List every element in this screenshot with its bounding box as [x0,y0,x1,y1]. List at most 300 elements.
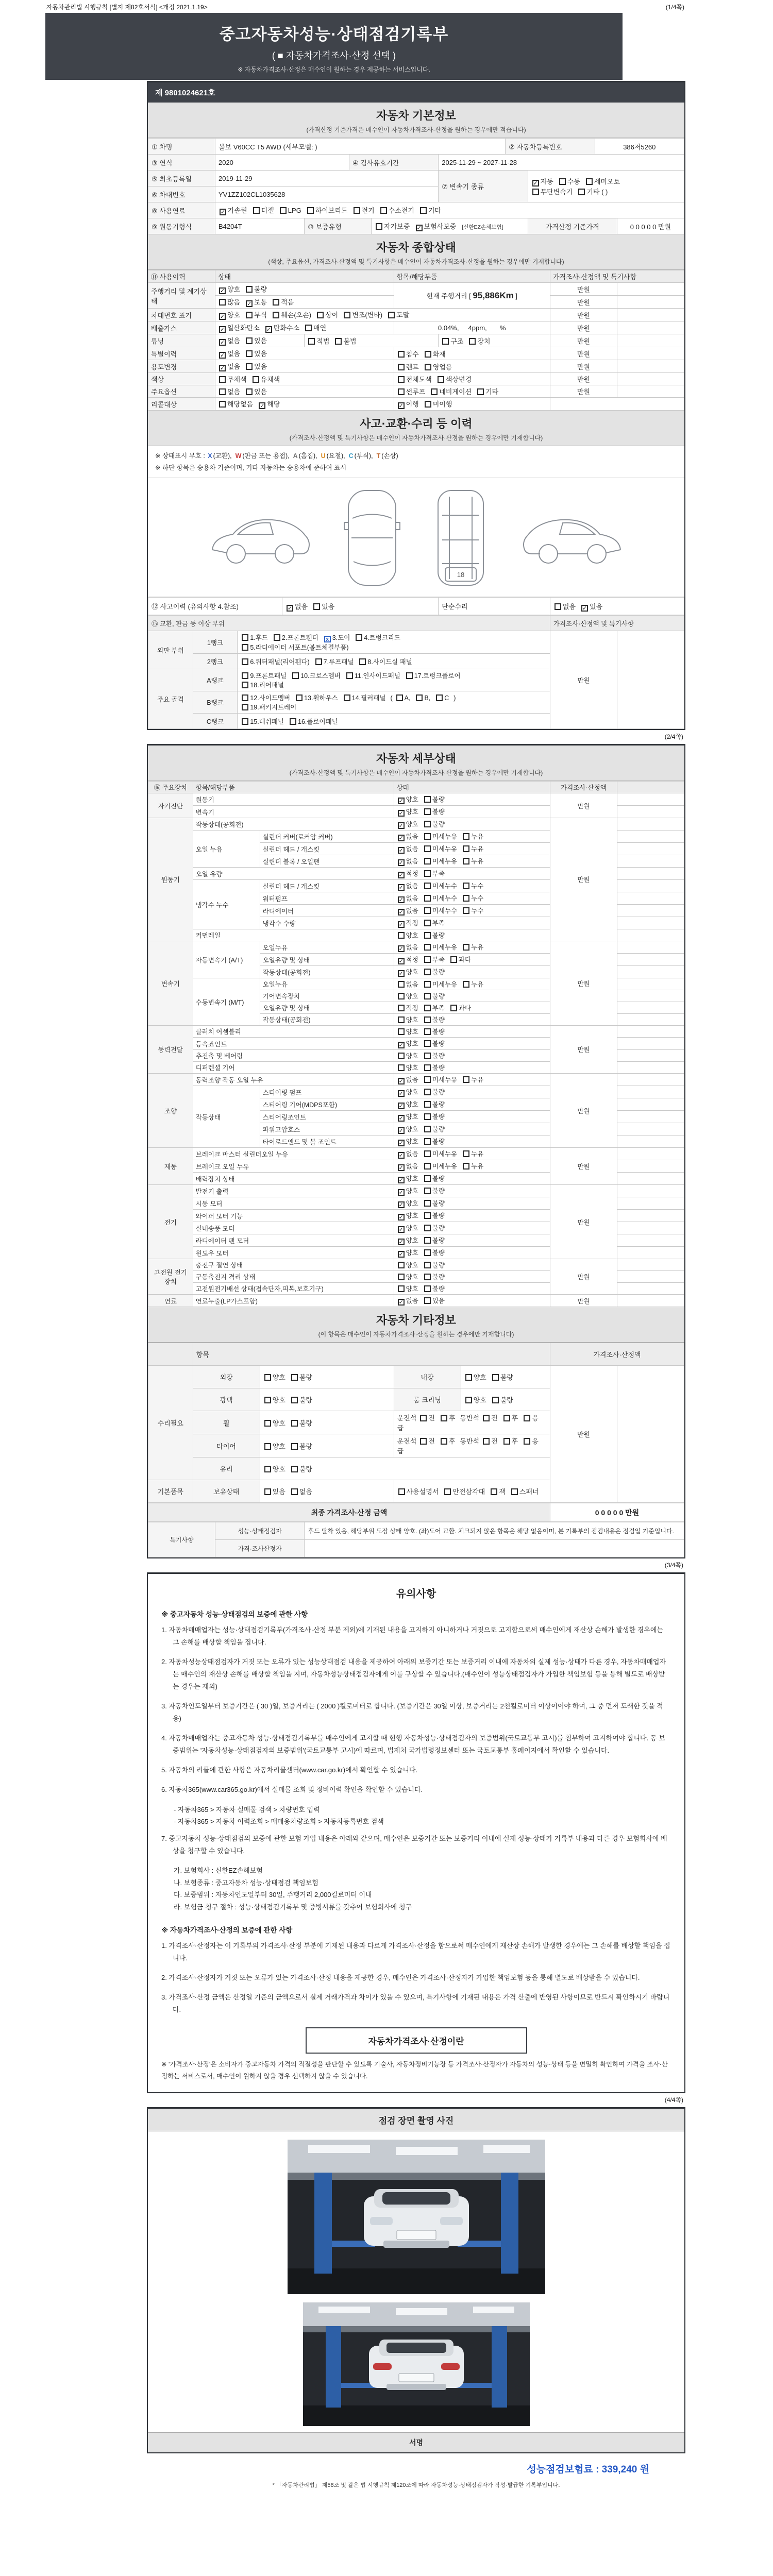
field-value [617,334,684,347]
checkbox [308,338,315,345]
checkbox [424,883,431,889]
checkbox: ✓ [266,327,271,333]
checkbox [398,981,405,988]
price-appraisal-definition-title: 자동차가격조사·산정이란 [306,2027,527,2054]
field-value: 기어변속장치 [260,990,394,1002]
vin-value: YV1ZZ102CL1035628 [215,187,438,202]
notice-item: 1. 자동차매매업자는 성능·상태점검기록부(가격조사·산정 부분 제외)에 기재된 내용을 고지하지 아니하거나 거짓으로 고지함으로써 매수인에게 재산상 손해가 발생한 경우에는 그 손해를 배상할 책임을 집니다. [161,1626,663,1647]
checkbox [424,1225,431,1231]
checkbox-group: ✓ 적정 부족 과다 [394,954,550,966]
field-value [617,1026,684,1038]
checkbox [441,1438,447,1445]
detail-state-table [148,781,684,1307]
price-cell: 만원 [550,334,617,347]
checkbox [424,808,431,815]
state-code-legend: ※ 상태표시 부호 : X (교환), W (판금 또는 용접), A (흠집), U (요철), C (부식), T (손상) [155,452,398,460]
checkbox [425,364,431,370]
section-overall-header [148,234,684,270]
checkbox [425,401,431,408]
field-value [617,954,684,966]
checkbox-group: 1.후드 2.프론트휀더 x 3.도어 4.트렁크리드 5.라디에이터 서포트(볼트체결부품) [238,631,550,654]
price-cell: 만원 [550,321,617,334]
checkbox [424,1163,431,1170]
checkbox-group: 양호 불량 [394,1062,550,1074]
field-label: B랭크 [193,691,238,714]
field-label: 차대번호 표기 [148,309,215,321]
final-price-table [148,1503,684,1522]
plate-number-value: 386저5260 [595,139,684,155]
checkbox: ✓ [398,1128,404,1134]
field-value: 오일 누유 [193,831,260,868]
field-label: 외판 부위 [148,631,193,669]
checkbox [483,1438,490,1445]
checkbox [424,1200,431,1207]
checkbox [424,1237,431,1244]
checkbox [424,1076,431,1083]
checkbox-group: ✓ 양호 불량 [394,1136,550,1148]
checkbox-group: ✓ 없음 미세누수 누수 [394,905,550,917]
checkbox [398,1064,405,1071]
checkbox: ✓ [398,1299,404,1306]
checkbox [292,672,299,679]
price-cell: 만원 [550,631,617,729]
checkbox [463,944,469,951]
accident-legend-notes [148,446,684,478]
checkbox-group: ✓ 없음 미세누유 누유 [394,1160,550,1173]
field-value: 오일유량 및 상태 [260,1002,394,1014]
checkbox [291,1443,298,1450]
checkbox [492,1397,499,1403]
field-value [617,880,684,892]
checkbox [465,1374,472,1381]
checkbox-group: 적법 불법 [305,334,439,347]
field-value [617,941,684,954]
notice-item: 5. 자동차의 리콜에 관한 사항은 자동차리콜센터(www.car.go.kr)에서 확인할 수 있습니다. [161,1766,418,1774]
inspection-photo-front [288,2140,545,2294]
field-label: 주요 골격 [148,669,193,729]
field-value [617,929,684,941]
field-label: 주행거리 및 계기상태 [148,283,215,309]
notice-subitem: - 자동차365 > 자동차 이력조회 > 매매용차량조회 > 자동차등록번호 검색 [174,1817,384,1825]
checkbox-group: 없음 ✓ 있음 [550,598,684,615]
price-cell: 만원 [550,818,617,941]
field-value [617,868,684,880]
checkbox: ✓ [220,352,225,359]
checkbox [219,401,226,408]
field-value: 오일 유량 [193,868,394,880]
checkbox [424,907,431,914]
checkbox: ✓ [398,1177,404,1183]
field-label: 항목 [193,1343,550,1366]
field-value: 실린더 커버(로커암 커버) [260,831,394,843]
checkbox: ✓ [398,1227,404,1233]
checkbox-group: 전체도색 색상변경 [394,373,550,385]
checkbox-group: 양호 불량 [394,1014,550,1026]
checkbox [291,1488,298,1495]
checkbox-group: ✓ 양호 불량 [394,1038,550,1050]
base-price-value: 0 0 0 0 0 만원 [617,218,684,234]
checkbox-group: 양호 불량 [394,1283,550,1295]
checkbox: ✓ [247,301,252,307]
price-cell: 만원 [550,1259,617,1295]
checkbox [246,363,253,370]
checkbox-group: ✓ 없음 미세누수 누수 [394,880,550,892]
field-value [617,818,684,831]
checkbox-group: ✓ 이행 미이행 [394,398,550,411]
checkbox: ✓ [398,1190,404,1196]
checkbox: ✓ [398,823,404,829]
field-value: 브레이크 마스터 실린더오일 누유 [193,1148,394,1160]
checkbox-group: 침수 화재 [394,347,550,360]
field-value: 작동상태(공회전) [260,1014,394,1026]
checkbox [291,1374,298,1381]
field-label: 특기사항 [148,1522,215,1557]
page1-box [147,81,685,730]
field-label [617,782,684,793]
field-label: ⑥ 차대번호 [148,187,215,202]
field-value: 변속기 [193,806,394,818]
checkbox [398,932,405,939]
checkbox [503,1415,510,1421]
checkbox-group: 양호 불량 [260,1434,394,1458]
checkbox [305,325,312,331]
field-value: 실내송풍 모터 [193,1222,394,1234]
inspection-photo-rear [303,2302,530,2426]
checkbox [424,1089,431,1095]
checkbox [290,718,296,725]
checkbox-group: ✓ 적정 부족 [394,917,550,929]
checkbox: ✓ [398,1091,404,1097]
checkbox [532,189,539,195]
report-note: ※ 자동차가격조사·산정은 매수인이 원하는 경우 제공하는 서비스입니다. [238,66,430,73]
field-value [617,1247,684,1259]
checkbox [524,1438,530,1445]
car-side-left-diagram [206,489,314,587]
field-value [550,398,684,411]
notice-item: 3. 자동차인도일부터 보증기간은 ( 30 )일, 보증거리는 ( 2000 )킬로미터로 합니다. (보증기간은 30일 이상, 보증거리는 2천킬로미터 이상이어야 하며, 그 중 먼저 도래한 것을 적용) [161,1702,663,1723]
field-value: 파워고압호스 [260,1123,394,1136]
field-value: 원동기 [193,793,394,806]
checkbox [420,207,427,214]
notices-heading-1: ※ 중고자동차 성능·상태점검의 보증에 관한 사항 [161,1611,308,1618]
field-value [617,631,684,729]
field-label: 튜닝 [148,334,215,347]
notice-subitem: 다. 보증범위 : 자동차인도일부터 30일, 주행거리 2,000킬로미터 이내 [174,1891,372,1899]
field-value [617,360,684,373]
checkbox-group: ✓ 없음 미세누유 누유 [394,1074,550,1086]
field-value: 작동상태(공회전) [260,966,394,978]
checkbox [273,299,279,306]
field-label: 조향 [148,1074,193,1148]
checkbox [424,1126,431,1132]
checkbox-group: 썬루프 네비게이션 기타 [394,385,550,398]
checkbox [425,351,431,358]
checkbox-group: ✓ 적정 부족 [394,868,550,880]
field-value [617,321,684,334]
checkbox: ✓ [398,1115,404,1122]
checkbox [242,672,248,679]
notices-list-1 [161,1624,671,1918]
field-label: 휠 [193,1411,260,1434]
checkbox-group: ✓ 없음 있음 [394,1295,550,1307]
checkbox [398,1028,405,1035]
engine-type-value: B4204T [215,218,304,234]
field-label: 기본품목 [148,1480,193,1503]
checkbox: ✓ [398,810,404,817]
state-code-W: W [235,452,242,460]
checkbox [491,1488,497,1495]
report-subtitle: ( ■ 자동차가격조사·산정 선택 ) [272,50,396,61]
field-value [617,1160,684,1173]
emission-values: 0.04%, 4ppm, % [394,321,550,334]
section-other-header [148,1307,684,1343]
checkbox [264,1420,271,1427]
checkbox [264,1374,271,1381]
checkbox [554,603,561,610]
notices-list-2 [161,1940,671,2016]
checkbox [424,1028,431,1035]
checkbox: ✓ [220,327,225,333]
checkbox [424,895,431,902]
checkbox [424,1113,431,1120]
checkbox [398,993,405,999]
field-value [617,1366,684,1503]
field-value: 연료누출(LP가스포함) [193,1295,394,1307]
final-price-label: 최종 가격조사·산정 금액 [148,1503,550,1522]
checkbox [578,189,585,195]
field-label: ③ 연식 [148,155,215,171]
overall-state-table [148,270,684,411]
checkbox: ✓ [582,605,587,612]
appraiser-remarks [305,1540,684,1557]
field-label [148,1343,193,1366]
checkbox [463,858,469,865]
checkbox: ✓ [220,209,226,215]
checkbox [438,376,444,383]
checkbox-group: ✓ 양호 불량 [394,1197,550,1210]
price-cell: 만원 [550,941,617,1026]
checkbox-group: 많음 ✓ 보통 적음 [215,296,394,309]
price-cell: 만원 [550,1074,617,1148]
field-label: ⑮ 교환, 판금 등 이상 부위 [148,616,550,631]
notice-item: 3. 가격조사·산정 금액은 산정일 기준의 금액으로서 실제 거래가격과 차이가 있을 수 있으며, 특기사항에 기재된 내용은 가격 산출에 반영된 사항이므로 반드시 확인하시기 바랍니다. [161,1993,670,2014]
checkbox [346,672,353,679]
checkbox-group: 구조 장치 [439,334,550,347]
checkbox-group: ✓ 가솔린 디젤 LPG 하이브리드 전기 수소전기 기타 [215,202,684,218]
field-value: 냉각수 수량 [260,917,394,929]
field-label: ⑪ 사용이력 [148,270,215,283]
checkbox [219,299,226,306]
checkbox [424,1150,431,1157]
checkbox [463,981,469,988]
checkbox: ✓ [220,288,225,294]
field-value [617,1185,684,1197]
section-subtitle: (가격조사·산정액 및 특기사항은 매수인이 자동차가격조사·산정을 원하는 경우에만 기재합니다) [289,434,543,442]
checkbox [424,1262,431,1268]
car-diagram-row [148,478,684,597]
checkbox [307,207,314,214]
checkbox [444,1488,451,1495]
checkbox-group: ✓ 양호 불량 [394,1173,550,1185]
field-value: 커먼레일 [193,929,394,941]
checkbox [450,1005,457,1011]
checkbox: ✓ [416,225,422,231]
checkbox-group: ✓ 양호 불량 [394,1123,550,1136]
page-marker-4: (4/4쪽) [664,2096,683,2104]
checkbox: ✓ [533,180,538,187]
field-value [617,855,684,868]
field-value [617,1111,684,1123]
checkbox-group: ✓ 없음 미세누유 누유 [394,855,550,868]
checkbox-group: ✓ 없음 미세누유 누유 [394,843,550,855]
notices-heading-2: ※ 자동차가격조사·산정의 보증에 관한 사항 [161,1926,293,1934]
checkbox-group: 양호 불량 [461,1366,550,1388]
state-code-T: T [376,452,381,460]
field-label: 가격조사·산정액 및 특기사항 [550,616,684,631]
page-marker-2: (2/4쪽) [664,733,683,740]
checkbox [431,388,438,395]
checkbox [424,1274,431,1280]
field-value: 오일유량 및 상태 [260,954,394,966]
accident-note: ※ 하단 항목은 승용차 기준이며, 기타 자동차는 승용차에 준하여 표시 [155,464,347,471]
checkbox [246,286,253,293]
field-value [617,1197,684,1210]
checkbox-group: 양호 불량 [394,990,550,1002]
state-code-A: A [293,452,298,460]
field-value: 실린더 헤드 / 개스킷 [260,843,394,855]
checkbox-group: 양호 불량 [394,1026,550,1038]
field-value: 스티어링 펌프 [260,1086,394,1098]
checkbox [344,694,350,701]
checkbox-group: 무채색 유채색 [215,373,394,385]
field-label: ⑨ 원동기형식 [148,218,215,234]
checkbox-group: 양호 불량 [260,1388,394,1411]
checkbox [246,312,253,318]
checkbox-group: ✓ 없음 미세누수 누수 [394,892,550,905]
field-value [617,373,684,385]
checkbox: ✓ [398,971,404,977]
checkbox [424,845,431,852]
inspection-validity-value: 2025-11-29 ~ 2027-11-28 [439,155,684,171]
notice-subitem: 가. 보험회사 : 신한EZ손해보험 [174,1867,263,1875]
checkbox [398,1053,405,1059]
field-value [617,296,684,309]
price-cell: 만원 [550,1366,617,1503]
checkbox [242,658,248,665]
checkbox: ✓ [398,1153,404,1159]
checkbox [264,1397,271,1403]
checkbox [315,658,322,665]
checkbox [559,178,566,185]
field-value: 추진축 및 베어링 [193,1050,394,1062]
field-label: 성능·상태점검자 [215,1522,304,1540]
field-label: 연료 [148,1295,193,1307]
section-accident-header [148,411,684,446]
checkbox: ✓ [398,897,404,903]
field-label: 룸 크리닝 [394,1388,461,1411]
field-value [617,1002,684,1014]
field-value [617,1173,684,1185]
checkbox: ✓ [398,860,404,866]
field-value [617,1222,684,1234]
checkbox: ✓ [398,798,404,804]
field-label: 주요옵션 [148,385,215,398]
section-subtitle: (색상, 주요옵션, 가격조사·산정액 및 특기사항은 매수인이 자동차가격조사·산정을 원하는 경우에만 기재합니다) [268,258,564,265]
checkbox [463,1163,469,1170]
field-value: 등속죠인트 [193,1038,394,1050]
odometer-value: 현재 주행거리 [ 95,886Km ] [394,283,550,309]
field-label: 가격·조사산정자 [215,1540,304,1557]
field-value [617,917,684,929]
field-value: 오일누유 [260,978,394,990]
section-detail-header [148,745,684,781]
checkbox [280,207,287,214]
checkbox: ✓ [398,885,404,891]
checkbox: ✓ [220,365,225,371]
section-title: 자동차 기타정보 [376,1314,456,1327]
price-cell: 만원 [550,1148,617,1185]
notice-subitem: 나. 보험종류 : 중고자동차 성능·상태점검 책임보험 [174,1878,318,1887]
price-cell: 만원 [550,1026,617,1074]
checkbox-group: ✓ 양호 불량 [215,283,394,296]
checkbox [469,338,476,345]
field-label: ② 자동차등록번호 [506,139,595,155]
checkbox-group: ✓ 없음 미세누유 누유 [394,831,550,843]
checkbox-group: 15.대쉬패널 16.플로어패널 [238,714,550,729]
field-value: 실린더 블록 / 오일팬 [260,855,394,868]
checkbox [492,1374,499,1381]
checkbox [242,682,248,688]
checkbox [424,1005,431,1011]
field-value: 윈도우 모터 [193,1247,394,1259]
field-value: 라디에이터 팬 모터 [193,1234,394,1247]
checkbox: ✓ [398,872,404,878]
checkbox-group: 양호 불량 [260,1458,550,1480]
price-cell: 만원 [550,360,617,373]
checkbox [511,1488,518,1495]
state-code-C: C [348,452,354,460]
field-value [617,283,684,296]
field-label: 원동기 [148,818,193,941]
field-value: 시동 모터 [193,1197,394,1210]
field-value [617,1283,684,1295]
checkbox: ✓ [398,1239,404,1245]
checkbox: ✓ [220,314,225,320]
field-label: 가격조사·산정액 [550,1343,684,1366]
checkbox [398,351,405,358]
checkbox [463,907,469,914]
inspector-remarks: 후드 탈착 있음, 해당부위 도장 상태 양호. (좌)도어 교환. 체크되지 않은 항목은 해당 없음이며, 본 기록부의 점검내용은 점검일 기준입니다. [305,1522,684,1540]
field-label: 전기 [148,1185,193,1259]
state-code-U: U [321,452,326,460]
field-value [617,385,684,398]
price-cell: 만원 [550,793,617,818]
checkbox [424,1249,431,1256]
checkbox-group: 해당없음 ✓ 해당 [215,398,394,411]
checkbox: ✓ [398,909,404,916]
field-label: 1랭크 [193,631,238,654]
field-value: 냉각수 누수 [193,880,260,929]
checkbox-group: ✓ 양호 불량 [394,1111,550,1123]
document-content [45,0,685,2489]
underbody-panel-number: 18 [457,571,464,579]
checkbox [424,956,431,963]
checkbox [380,207,387,214]
checkbox-group: 운전석 전 후 동반석 전 후 응급 [394,1411,550,1434]
section-title: 자동차 종합상태 [376,241,456,254]
notice-item: 6. 자동차365(www.car365.go.kr)에서 실매물 조회 및 정비이력 확인을 확인할 수 있습니다. [161,1786,423,1794]
checkbox [219,376,226,383]
